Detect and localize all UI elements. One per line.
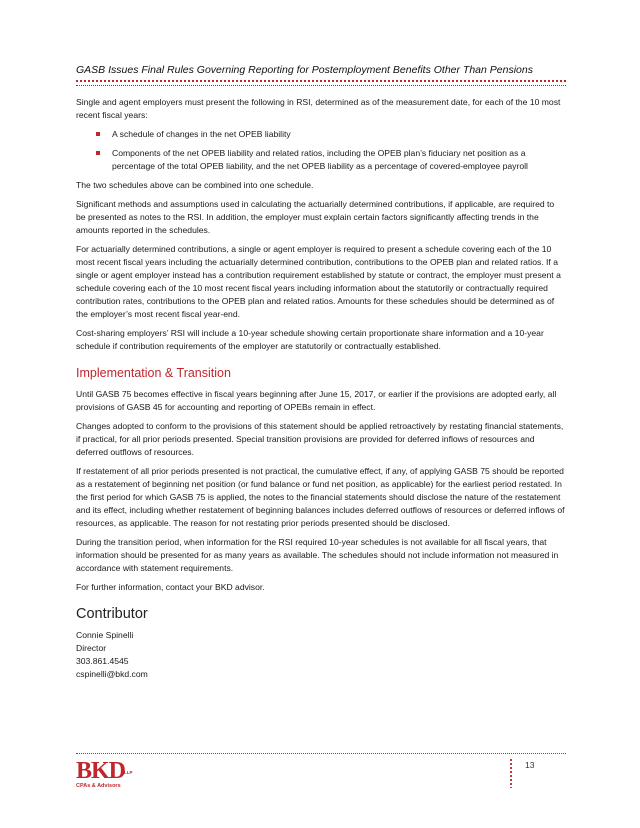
header-divider [76,80,566,82]
contributor-heading: Contributor [76,606,148,622]
rsi-bullet-item [76,147,566,173]
footer-divider [76,753,566,754]
running-header-title: GASB Issues Final Rules Governing Reporting for Postemployment Benefits Other Than Pensions [76,64,533,76]
bullet-square-icon [96,151,100,155]
implementation-paragraph: If restatement of all prior periods presented is not practical, the cumulative effect, if any, of applying GASB 75 should be reported as a restatement of beginning net position (or fund balance or fund net position, as applicable) for the earliest period restated. In the first period for which GASB 75 is applied, the notes to the financial statements should disclose the nature of the restatement and its effect, including whether restatement of beginning balances includes deferred outflows of resources or deferred inflows of resources, as applicable. The reason for not restating prior periods presented should be disclosed. [76,466,565,528]
implementation-heading: Implementation & Transition [76,366,231,380]
contributor-phone: 303.861.4545 [76,656,129,666]
rsi-paragraph: The two schedules above can be combined into one schedule. [76,180,314,190]
bullet-square-icon [96,132,100,136]
footer-vertical-dots [509,758,513,788]
implementation-paragraph: Until GASB 75 becomes effective in fiscal years beginning after June 15, 2017, or earlier if the provisions are adopted early, all provisions of GASB 45 for accounting and reporting of OPEBs remain in effect. [76,389,557,412]
rsi-intro-paragraph: Single and agent employers must present the following in RSI, determined as of the measurement date, for each of the 10 most recent fiscal years: [76,97,561,120]
page-number: 13 [525,760,535,770]
implementation-paragraph: Changes adopted to conform to the provisions of this statement should be applied retroactively by restating financial statements, if practical, for all prior periods presented. Special transition provisions are provided for deferred inflows of resources and deferred outflows of resources. [76,421,564,457]
contributor-block [76,629,566,681]
contributor-email[interactable]: cspinelli@bkd.com [76,669,148,679]
logo-mark: BKD [76,758,126,784]
contributor-role: Director [76,643,107,653]
rsi-bullet-item [76,128,566,141]
bkd-logo [76,758,133,789]
rsi-paragraph: For actuarially determined contributions, a single or agent employer is required to present a schedule covering each of the 10 most recent fiscal years including the actuarially determined contribution, contributions to the OPEB plan and related ratios. If a single or agent employer instead has a contribution requirement established by statute or contract, the employer must present a schedule covering each of the 10 most recent fiscal years including information about the statutorily or contractually required contribution rates, contributions to the OPEB plan and related ratios. Amounts for these schedules should be determined as of the employer’s most recent fiscal year-end. [76,244,561,319]
implementation-paragraph: During the transition period, when information for the RSI required 10-year schedules is not available for all fiscal years, that information should be presented for as many years as available. The schedules should not include information not measured in accordance with statement requirements. [76,537,559,573]
main-content [76,96,566,681]
rsi-bullet-list [76,128,566,173]
header-divider-secondary [76,85,566,86]
implementation-paragraph: For further information, contact your BKD advisor. [76,582,265,592]
logo-tagline: CPAs & Advisors [76,783,121,789]
contributor-name: Connie Spinelli [76,630,134,640]
rsi-paragraph: Significant methods and assumptions used in calculating the actuarially determined contributions, if applicable, are required to be presented as notes to the RSI. In addition, the employer must explain certain factors significantly affecting trends in the amounts reported in the schedules. [76,199,555,235]
logo-llp: LLP [124,770,133,775]
rsi-bullet-text: Components of the net OPEB liability and related ratios, including the OPEB plan’s fiduciary net position as a percentage of the total OPEB liability, and the net OPEB liability as a percentage of covered-employee payroll [112,148,528,171]
rsi-bullet-text: A schedule of changes in the net OPEB liability [112,129,291,139]
rsi-paragraph: Cost-sharing employers’ RSI will include a 10-year schedule showing certain proportionate share information and a 10-year schedule if contribution requirements of the employer are statutorily or contractually established. [76,328,544,351]
